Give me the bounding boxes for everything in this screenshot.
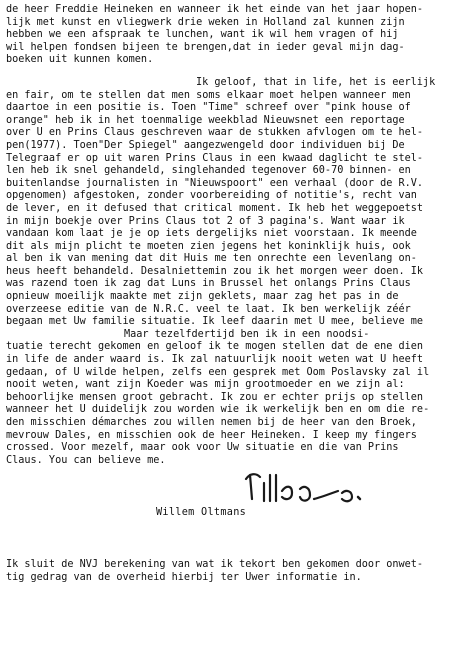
text-line: Maar tezelfdertijd ben ik in een noodsi- [124, 328, 370, 340]
text-line: in life de ander waard is. Ik zal natuurlijk nooit weten wat U heeft [6, 354, 424, 366]
text-line: vandaan kom laat je je op iets dergelijks niet voorstaan. Ik meende [6, 228, 417, 240]
text-line: buitenlandse journalisten in "Nieuwspoort" een verhaal (door de R.V. [6, 177, 424, 189]
text-line: in mijn boekje over Prins Claus tot 2 of 3 pagina's. Want waar ik [6, 215, 405, 227]
postscript [6, 559, 444, 584]
text-line: de heer Freddie Heineken en wanneer ik het einde van het jaar hopen- [6, 4, 424, 15]
text-line: len heb ik snel gehandeld, singlehanded tegenover 60-70 binnen- en [6, 165, 411, 177]
text-line: Ik sluit de NVJ berekening van wat ik tekort ben gekomen door onwet- [6, 559, 424, 571]
text-line: dit als mijn plicht te moeten zien jegens het koninklijk huis, ook [6, 240, 411, 252]
text-line: begaan met Uw familie situatie. Ik leef daarin met U mee, believe me [6, 316, 424, 328]
text-line: al ben ik van mening dat dit Huis me ten onrechte een levenlang on- [6, 253, 417, 265]
text-line: crossed. Voor mezelf, maar ook voor Uw situatie en die van Prins [6, 442, 399, 454]
text-line: mevrouw Dales, en misschien ook de heer Heineken. I keep my fingers [6, 429, 417, 441]
text-line: behoorlijke mensen groot gebracht. Ik zou er echter prijs op stellen [6, 391, 424, 403]
signature-block [6, 469, 444, 521]
text-line: overzeese editie van de N.R.C. veel te laat. Ik ben werkelijk zéér [6, 303, 411, 315]
text-line: orange" heb ik in het toenmalige weekblad Nieuwsnet een reportage [6, 114, 405, 126]
text-line: was razend toen ik zag dat Luns in Brussel het onlangs Prins Claus [6, 278, 411, 290]
text-line: den misschien démarches zou willen nemen bij de heer van den Broek, [6, 417, 417, 428]
signer-name: Willem Oltmans [156, 507, 247, 519]
text-line: gedaan, of U wilde helpen, zelfs een gesprek met Oom Poslavsky zal il [6, 366, 430, 378]
text-line: Telegraaf er op uit waren Prins Claus in een kwaad daglicht te stel- [6, 152, 424, 164]
text-line: wil helpen fondsen bijeen te brengen,dat in ieder geval mijn dag- [6, 41, 405, 53]
text-line: heus heeft behandeld. Desalniettemin zou ik het morgen weer doen. Ik [6, 265, 424, 277]
text-line: opgenomen) afgestoken, zonder voorbereiding of notitie's, recht van [6, 190, 417, 202]
text-line: pen(1977). Toen"Der Spiegel" aangezwengeld door individuen bij De [6, 139, 405, 151]
text-line: opnieuw moeilijk maakte met zijn geklets, maar zag het pas in de [6, 291, 399, 303]
text-line: hebben we een afspraak te lunchen, want ik wil hem vragen of hij [6, 29, 399, 41]
text-line: Claus. You can believe me. [6, 454, 166, 466]
text-line: wanneer het U duidelijk zou worden wie ik werkelijk ben en om die re- [6, 404, 430, 416]
text-line: boeken uit kunnen komen. [6, 54, 154, 66]
handwritten-signature [242, 469, 392, 509]
text-line: tuatie terecht gekomen en geloof ik te mogen stellen dat de ene dien [6, 341, 424, 353]
text-line: en fair, om te stellen dat men soms elkaar moet helpen wanneer men [6, 89, 411, 101]
body-paragraph [6, 77, 444, 467]
text-line: over U en Prins Claus geschreven waar de stukken afvlogen om te hel- [6, 127, 424, 139]
text-line: de lever, en it defused that critical moment. Ik heb het weggepoetst [6, 202, 424, 214]
text-line: daartoe in een positie is. Toen "Time" schreef over "pink house of [6, 102, 411, 114]
text-line: lijk met kunst en vliegwerk drie weken in Holland zal kunnen zijn [6, 16, 405, 28]
intro-paragraph [6, 4, 444, 67]
text-line: Ik geloof, that in life, het is eerlijk [196, 76, 436, 88]
text-line: nooit weten, want zijn Koeder was mijn grootmoeder en we zijn al: [6, 379, 405, 391]
text-line: tig gedrag van de overheid hierbij ter Uwer informatie in. [6, 571, 362, 583]
